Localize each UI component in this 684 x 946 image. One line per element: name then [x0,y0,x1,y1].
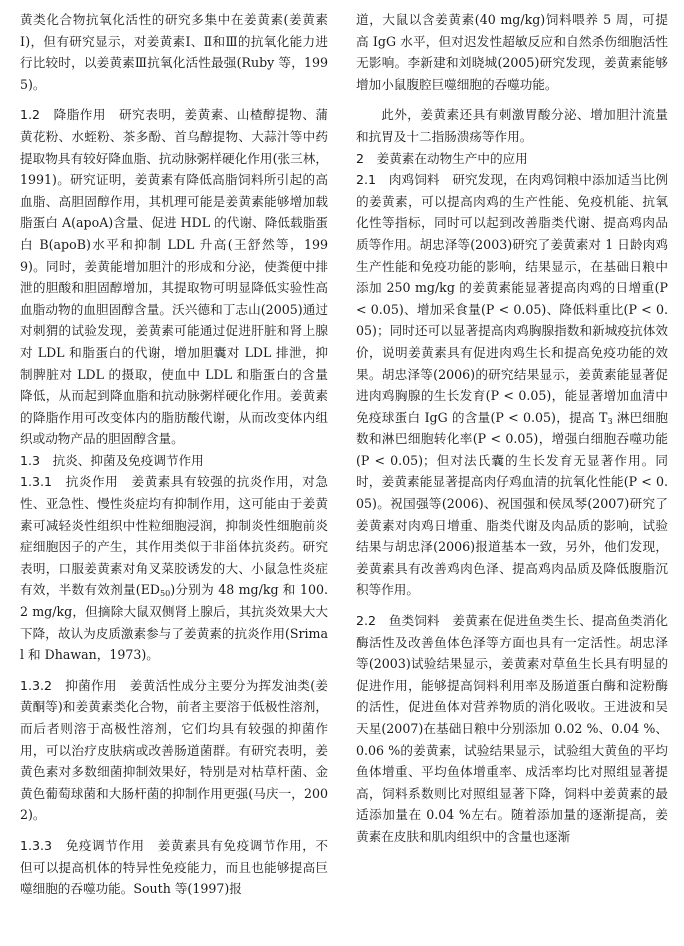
right-column [356,9,668,848]
section-1-3-2-heading: 1.3.2 抑菌作用 [20,677,117,693]
intro-paragraph: 黄类化合物抗氧化活性的研究多集中在姜黄素(姜黄素Ⅰ)，但有研究显示，对姜黄素Ⅰ、Ⅱ和Ⅲ的抗氧化能力进行比较时，以姜黄素Ⅲ抗氧化活性最强(Ruby 等，1995)。 [20,12,328,92]
section-1-3-1-paragraph [20,471,328,665]
extra-paragraph: 此外，姜黄素还具有刺激胃酸分泌、增加胆汁流量和抗胃及十二指肠溃疡等作用。 [356,107,668,144]
section-2-heading-text: 2 姜黄素在动物生产中的应用 [356,150,528,166]
section-1-3-2-paragraph [20,675,328,826]
section-2-2-heading: 2.2 鱼类饲料 [356,613,440,629]
section-1-3-3-heading: 1.3.3 免疫调节作用 [20,837,145,853]
section-1-2-text: 研究表明，姜黄素、山楂醇提物、蒲黄花粉、水蛭粉、茶多酚、首乌醇提物、大蒜汁等中药提取物具有较好降血脂、抗动脉粥样硬化作用(张三林，1991)。研究证明，姜黄素有降低高脂饲料所引起的高血脂、高胆固醇作用，其机理可能是姜黄素能够增加载脂蛋白 A(apoA)含量、促进 HDL 的代谢、降低载脂蛋白 B(apoB)水平和抑制 LDL 升高(王舒然等，1999)。同时，姜黄能增加胆汁的形成和分泌，使粪便中排泄的胆酸和胆固醇增加，其提取物可明显降低实验性高血脂动物的血胆固醇含量。沃兴德和丁志山(2005)通过对刺猬的试验发现，姜黄素可能通过促进肝脏和肾上腺对 LDL 和脂蛋白的代谢，增加胆囊对 LDL 排泄，抑制脾脏对 LDL 的摄取，使血中 LDL 和脂蛋白的含量降低，从而起到降血脂和抗动脉粥样硬化作用。姜黄素的降脂作用可改变体内的脂肪酸代谢，从而改变体内组织或动物产品的胆固醇含量。 [20,107,329,447]
section-2-2-text: 姜黄素在促进鱼类生长、提高鱼类消化酶活性及改善鱼体色泽等方面也具有一定活性。胡忠泽等(2003)试验结果显示，姜黄素对草鱼生长具有明显的促进作用，能够提高饲料利用率及肠道蛋白酶和淀粉酶的活性，促进鱼体对营养物质的消化吸收。王进波和吴天星(2007)在基础日粮中分别添加 0.02 %、0.04 %、0.06 %的姜黄素，试验结果显示，试验组大黄鱼的平均鱼体增重、平均鱼体增重率、成活率均比对照组显著提高，饲料系数则比对照组显著下降，饲料中姜黄素的最适添加量在 0.04 %左右。随着添加量的逐渐提高，姜黄素在皮肤和肌肉组织中的含量也逐渐 [356,613,669,844]
ed-subscript: 50 [160,589,171,599]
section-2-1-heading: 2.1 肉鸡饲料 [356,172,440,188]
section-2-1-text-b: 淋巴细胞数和淋巴细胞转化率(P < 0.05)，增强白细胞吞噬功能(P < 0.05)；但对法氏囊的生长发育无显著作用。同时，姜黄素能显著提高肉仔鸡血清的抗氧化性能(P < 0.05)。祝国强等(2006)、祝国强和侯凤琴(2007)研究了姜黄素对肉鸡日增重、脂类代谢及肉品质的影响，试验结果与胡忠泽(2006)报道基本一致，另外，他们发现，姜黄素具有改善鸡肉色泽、提高鸡肉品质及降低腹脂沉积等作用。 [356,409,668,598]
section-2-2-paragraph [356,610,668,848]
section-1-2-heading: 1.2 降脂作用 [20,107,106,123]
section-1-3-1-text-a: 姜黄素具有较强的抗炎作用，对急性、亚急性、慢性炎症均有抑制作用，这可能由于姜黄素可减轻炎性组织中性粒细胞浸润，抑制炎性细胞前炎症细胞因子的产生，其作用类似于非甾体抗炎药。研究表明，口服姜黄素对角叉菜胶诱发的大、小鼠急性炎症有效，半数有效剂量(ED [20,474,328,598]
t-subscript: 3 [607,416,613,426]
section-1-3-heading-text: 1.3 抗炎、抑菌及免疫调节作用 [20,452,204,468]
section-2-heading [356,148,668,170]
section-2-1-paragraph [356,169,668,601]
section-1-3-3-text: 姜黄素具有免疫调节作用，不但可以提高机体的特异性免疫能力，而且也能够提高巨噬细胞的吞噬功能。South 等(1997)报 [20,837,328,897]
section-1-3-heading [20,450,328,472]
left-column [20,9,328,900]
continued-paragraph: 道，大鼠以含姜黄素(40 mg/kg)饲料喂养 5 周，可提高 IgG 水平，但对迟发性超敏反应和自然杀伤细胞活性无影响。李新建和刘晓城(2005)研究发现，姜黄素能够增加小鼠腹腔巨噬细胞的吞噬功能。 [356,12,668,92]
section-1-3-1-text-b: )分别为 48 mg/kg 和 100.2 mg/kg，但摘除大鼠双侧肾上腺后，其抗炎效果大大下降，故认为皮质激素参与了姜黄素的抗炎作用(Srimal 和 Dhawan，1973)。 [20,582,328,663]
section-1-3-1-heading: 1.3.1 抗炎作用 [20,474,119,490]
section-1-2-paragraph [20,104,328,450]
section-1-3-3-paragraph [20,835,328,900]
section-1-3-2-text: 姜黄活性成分主要分为挥发油类(姜黄酮等)和姜黄素类化合物，前者主要溶于低极性溶剂，而后者则溶于高极性溶剂，它们均具有较强的抑菌作用，可以治疗皮肤病或改善肠道菌群。有研究表明，姜黄色素对多数细菌抑制效果好，特别是对枯草杆菌、金黄色葡萄球菌和大肠杆菌的抑制作用更强(马庆一，2002)。 [20,677,329,823]
section-2-1-text-a: 研究发现，在肉鸡饲粮中添加适当比例的姜黄素，可以提高肉鸡的生产性能、免疫机能、抗氧化性等指标，同时可以起到改善脂类代谢、提高鸡肉品质等作用。胡忠泽等(2003)研究了姜黄素对 1 日龄肉鸡生产性能和免疫功能的影响，结果显示，在基础日粮中添加 250 mg/kg 的姜黄素能显著提高肉鸡的日增重(P < 0.05)、增加采食量(P < 0.05)、降低料重比(P < 0.05)；同时还可以显著提高肉鸡胸腺指数和新城疫抗体效价，说明姜黄素具有促进肉鸡生长和提高免疫功能的效果。胡忠泽等(2006)的研究结果显示，姜黄素能显著促进肉鸡胸腺的生长发育(P < 0.05)，能显著增加血清中免疫球蛋白 IgG 的含量(P < 0.05)，提高 T [356,172,669,425]
